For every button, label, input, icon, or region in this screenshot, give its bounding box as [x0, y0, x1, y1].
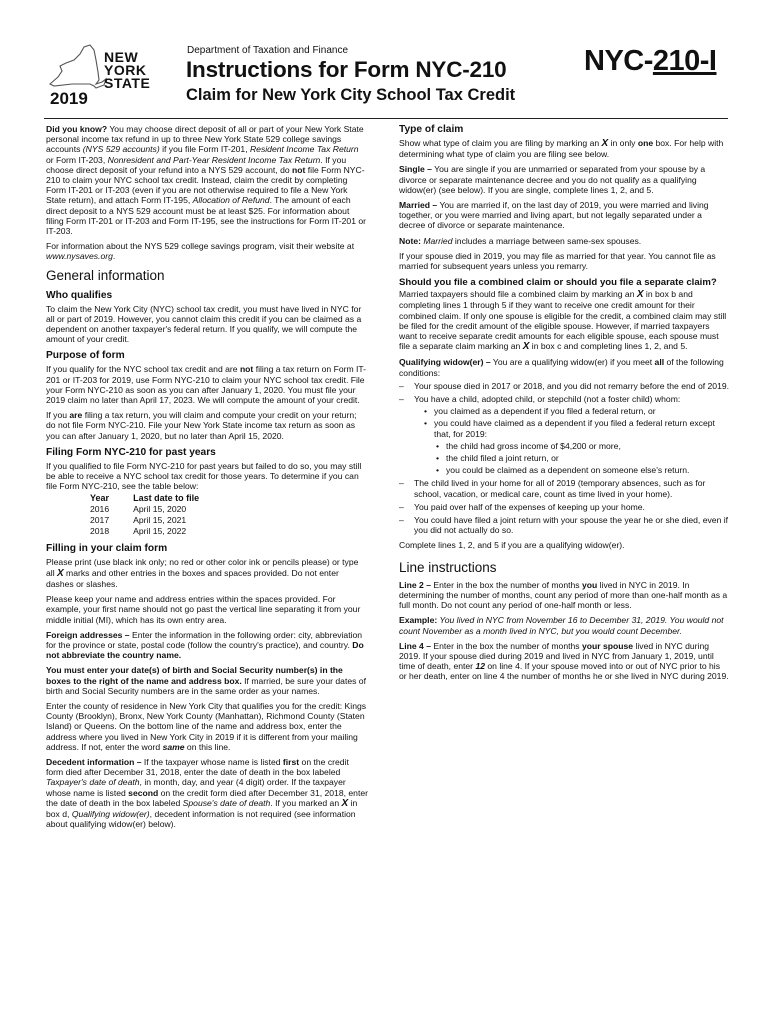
- logo-word-state: STATE: [104, 75, 151, 91]
- text: or Form IT-203,: [46, 154, 108, 165]
- text: includes a marriage between same-sex spouses.: [452, 235, 642, 246]
- note-paragraph: [399, 236, 729, 246]
- text: one: [637, 138, 654, 148]
- text: Single –: [399, 164, 432, 175]
- text: file Form NYC-210 to claim your NYC school tax credit. Instead, claim the credit by completing Form IT-201 or IT-203 (even if you are not otherwise required to file a New York State return), and attach Form IT-195,: [46, 164, 365, 206]
- text: You must enter your date(s) of birth and Social Security number(s) in the boxes to the right of the name and address box.: [46, 665, 343, 686]
- purpose-heading: Purpose of form: [46, 350, 125, 362]
- text: . If you marked an: [270, 797, 342, 808]
- who-qualifies-text: To claim the New York City (NYC) school tax credit, you must have lived in NYC for all or part of 2019. However, you cannot claim this credit if you can be claimed as a dependent on another taxpayer's federal return. If you qualify, we will compute the amount of your credit.: [46, 303, 362, 345]
- text: in only: [608, 138, 638, 148]
- filling-in-paragraph-1: [46, 557, 368, 589]
- text: You are single if you are unmarried or separated from your spouse by a divorce or separate maintenance decree and you do not qualify as a qualifying widow(er) (see below). If you are single, complete lines 1, 2, and 5.: [399, 164, 706, 195]
- text: in box d,: [46, 797, 358, 819]
- text: all: [654, 357, 665, 368]
- purpose-paragraph-2: [46, 410, 368, 441]
- general-information-heading: General information: [46, 267, 165, 283]
- department-name: Department of Taxation and Finance: [187, 45, 349, 56]
- list-item: [424, 418, 729, 475]
- filling-in-paragraph-2: Please keep your name and address entries within the spaces provided. For example, your first name should not go past the vertical line separating it from your middle initial (MI), which has its own entry area.: [46, 594, 361, 625]
- column-header-last-date: Last date to file: [133, 493, 200, 504]
- text: Line 2 –: [399, 579, 431, 590]
- table-cell: April 15, 2022: [133, 526, 187, 537]
- text: Foreign addresses –: [46, 629, 130, 640]
- right-column: [399, 124, 729, 687]
- text: you could have claimed as a dependent if you filed a federal return except that, for 2019:: [434, 418, 715, 439]
- text: filing a tax return on Form IT-201 or IT-203 for 2019, use Form NYC-210 to claim your NYC school tax credit. File your Form NYC-210 as soon as you can after January 1, 2020. You must file your 2019 claim no later than April 17, 2023. We will compute the amount of your credit.: [46, 364, 367, 406]
- text: , decedent information is not required (see information about qualifying widow(er) below).: [46, 808, 356, 830]
- text: Enter the information in the following order: city, abbreviation for the province or state, postal code (follow the country's practice), and country.: [46, 629, 363, 650]
- table-cell: 2016: [90, 504, 110, 515]
- combined-claim-heading: Should you file a combined claim or should you file a separate claim?: [399, 277, 717, 289]
- past-years-table: [90, 493, 223, 537]
- table-cell: April 15, 2021: [133, 515, 187, 526]
- logo-year: 2019: [50, 89, 88, 108]
- filling-in-heading: Filling in your claim form: [46, 543, 168, 555]
- text: on this line.: [184, 741, 231, 752]
- text: Married –: [399, 200, 438, 211]
- list-item: [399, 394, 729, 475]
- x-mark: X: [57, 567, 64, 579]
- text: . If you choose direct deposit of your refund into a NYS 529 account, do: [46, 154, 347, 175]
- foreign-addresses-paragraph: [46, 630, 368, 661]
- text: lived in NYC in 2019. In determining the number of months, count any period of more than one-half month as a full month. Do not count any period of one-half month or less.: [399, 579, 728, 611]
- sub-list: [424, 406, 729, 475]
- combined-claim-paragraph: [399, 289, 729, 352]
- text: you: [581, 579, 598, 590]
- qualifying-widower-paragraph: [399, 357, 729, 377]
- list-item: • you could be claimed as a dependent on someone else's return.: [436, 465, 729, 475]
- text: If you qualify for the NYC school tax credit and are: [46, 364, 240, 375]
- page-title: Instructions for Form NYC-210: [186, 57, 507, 82]
- text: Qualifying widow(er) –: [399, 357, 491, 368]
- form-number-suffix: 210-I: [652, 45, 717, 77]
- text: of the following conditions:: [399, 357, 724, 378]
- type-of-claim-heading: Type of claim: [399, 124, 464, 135]
- county-paragraph: [46, 701, 368, 752]
- list-item: – You could have filed a joint return with your spouse the year he or she died, even if you did not actually do so.: [399, 515, 729, 535]
- text: Note:: [399, 235, 421, 246]
- text: If you: [46, 410, 70, 421]
- past-years-heading: Filing Form NYC-210 for past years: [46, 446, 216, 458]
- text: on the credit form died after December 31, 2018, enter the date of death in the box labeled: [46, 756, 349, 778]
- text: You may choose direct deposit of all or part of your New York State personal income tax refund in up to three New York State 529 college savings accounts: [46, 124, 364, 155]
- line-2-paragraph: [399, 580, 729, 611]
- table-header-row: [90, 493, 223, 504]
- text: are: [69, 410, 83, 421]
- x-mark: X: [636, 289, 644, 301]
- table-cell: 2018: [90, 526, 110, 537]
- text: Spouse's date of death: [182, 797, 271, 808]
- logo-word-york: YORK: [104, 62, 147, 78]
- table-row: [90, 526, 223, 537]
- text: Enter in the box the number of months: [431, 579, 582, 590]
- text: Qualifying widow(er): [71, 808, 150, 819]
- text: 12: [475, 661, 485, 672]
- purpose-paragraph-1: [46, 364, 368, 405]
- text: You have a child, adopted child, or stepchild (not a foster child) whom:: [414, 394, 681, 405]
- conditions-list: [399, 381, 729, 536]
- text: If the taxpayer whose name is listed: [141, 756, 283, 767]
- list-item: • you claimed as a dependent if you filed a federal return, or: [424, 406, 729, 416]
- nysaves-link[interactable]: www.nysaves.org: [46, 251, 113, 262]
- new-york-state-outline-icon: [44, 44, 108, 94]
- past-years-text: If you qualified to file Form NYC-210 for past years but failed to do so, you may still be able to receive a NYC school tax credit for those years. To determine if you can file Form NYC-210, see the table below:: [46, 460, 362, 492]
- text: You are married if, on the last day of 2019, you were married and living together, or you were married and living apart, but not legally separated under a decree of divorce or separate maintenance.: [399, 200, 709, 231]
- table-row: [90, 515, 223, 526]
- text: lived in NYC during 2019. If your spouse died during 2019 and lived in NYC from January 1, 2019, until time of death, enter: [399, 640, 714, 672]
- text: on the credit form died after December 31, 2018, enter the date of death in the box labeled: [46, 787, 368, 808]
- text: not: [239, 364, 254, 375]
- text: Line 4 –: [399, 640, 431, 651]
- text: Do not abbreviate the country name.: [46, 639, 364, 661]
- x-mark: X: [341, 797, 349, 809]
- text: Married taxpayers should file a combined claim by marking an: [399, 289, 637, 300]
- text: Example:: [399, 615, 438, 626]
- single-paragraph: [399, 164, 729, 195]
- nysaves-info: [46, 241, 368, 261]
- table-cell: 2017: [90, 515, 110, 526]
- x-mark: X: [522, 341, 530, 353]
- text: . The amount of each direct deposit to a NYS 529 account must be at least $25. For information about filing Form IT-201 or IT-203 and Form IT-195, see the instructions for Form IT-201 or IT-203.: [46, 195, 367, 237]
- spouse-died-paragraph: If your spouse died in 2019, you may file as married for that year. You cannot file as married for subsequent years unless you remarry.: [399, 250, 716, 272]
- text: Resident Income Tax Return: [249, 144, 359, 155]
- text: Decedent information –: [46, 756, 142, 767]
- text: (NYS 529 accounts): [82, 144, 160, 155]
- line-4-paragraph: [399, 641, 729, 682]
- form-number: [584, 45, 717, 78]
- x-mark: X: [601, 138, 609, 149]
- sub-list: [436, 441, 729, 476]
- decedent-information-paragraph: [46, 757, 368, 829]
- text: You lived in NYC from November 16 to December 31, 2019. You would not count November as a month lived in NYC, but you would count December.: [399, 615, 724, 636]
- page-subtitle: Claim for New York City School Tax Credit: [186, 86, 516, 104]
- text: Nonresident and Part-Year Resident Income Tax Return: [107, 154, 321, 165]
- text: box. For help with determining what type of claim you are filing see below.: [399, 138, 724, 160]
- text: For information about the NYS 529 college savings program, visit their website at: [46, 241, 355, 252]
- table-cell: April 15, 2020: [133, 504, 187, 515]
- married-paragraph: [399, 200, 729, 231]
- who-qualifies-heading: Who qualifies: [46, 289, 113, 301]
- text: If married, be sure your dates of birth and Social Security numbers are in the same order as your names.: [46, 675, 366, 696]
- text: .: [112, 251, 116, 262]
- list-item: – The child lived in your home for all of 2019 (temporary absences, such as for school, vacation, or medical care, count as time lived in your home).: [399, 478, 729, 498]
- text: Allocation of Refund: [192, 195, 270, 206]
- list-item: • the child filed a joint return, or: [436, 453, 729, 463]
- date-of-birth-paragraph: [46, 665, 368, 696]
- text: marks and other entries in the boxes and spaces provided. Do not enter dashes or slashes.: [46, 567, 339, 589]
- text: You are a qualifying widow(er) if you meet: [490, 357, 655, 368]
- text: filing a tax return, you will claim and compute your credit on your return; do not file Form NYC-210. File your New York State income tax return as soon as you can after January 1, 2020, but no later than April 15, 2020.: [46, 410, 357, 441]
- text: Taxpayer's date of death: [46, 777, 140, 788]
- did-you-know-paragraph: [46, 124, 368, 236]
- line-instructions-heading: Line instructions: [399, 559, 497, 575]
- text: same: [162, 741, 185, 752]
- list-item: – You paid over half of the expenses of keeping up your home.: [399, 502, 729, 512]
- text: not: [292, 164, 306, 175]
- nys-logo: [44, 44, 174, 108]
- form-number-prefix: NYC-: [584, 45, 653, 77]
- did-you-know-label: Did you know?: [46, 124, 108, 134]
- complete-lines-text: Complete lines 1, 2, and 5 if you are a qualifying widow(er).: [399, 539, 625, 550]
- text: in box c and completing lines 1, 2, and 5.: [529, 341, 688, 352]
- text: second: [128, 787, 159, 798]
- text: Married: [423, 235, 453, 246]
- type-of-claim-text: [399, 138, 729, 159]
- header-rule: [44, 118, 728, 119]
- text: in box b and completing lines 1 through 5 if they want to receive one credit amount for their combined claim. If only one spouse is eligible for the credit, a combined claim may still be filed for the credit amount of the eligible spouse. However, if married taxpayers want to receive separate credit amounts for each eligible spouse, each spouse must file a separate claim marking an: [399, 289, 727, 352]
- text: first: [282, 756, 300, 767]
- text: , in month, day, and year (4 digit) order. If the taxpayer whose name is listed: [46, 777, 346, 798]
- text: Enter the county of residence in New York City that qualifies you for the credit: Kings County (Brooklyn), Bronx, New York County (Manhattan), Richmond County (Staten Island) or Queens. On the bottom line of the name and address box, enter the address where you lived in New York City in 2019 if it is different from your mailing address. If not, enter the word: [46, 700, 367, 752]
- example-paragraph: [399, 615, 729, 635]
- table-row: [90, 504, 223, 515]
- column-header-year: Year: [90, 493, 110, 504]
- list-item: – Your spouse died in 2017 or 2018, and you did not remarry before the end of 2019.: [399, 381, 729, 391]
- text: Show what type of claim you are filing by marking an: [399, 138, 602, 148]
- text: if you file Form IT-201,: [159, 144, 250, 155]
- text: your spouse: [581, 640, 634, 651]
- text: Enter in the box the number of months: [431, 640, 582, 651]
- text: on line 4. If your spouse moved into or out of NYC prior to his or her death, enter on line 4 the number of months he or she lived in NYC during 2019.: [399, 661, 729, 682]
- left-column: [46, 124, 368, 834]
- logo-word-new: NEW: [104, 49, 139, 65]
- text: Please print (use black ink only; no red or other color ink or pencils please) or type all: [46, 557, 359, 578]
- list-item: • the child had gross income of $4,200 or more,: [436, 441, 729, 451]
